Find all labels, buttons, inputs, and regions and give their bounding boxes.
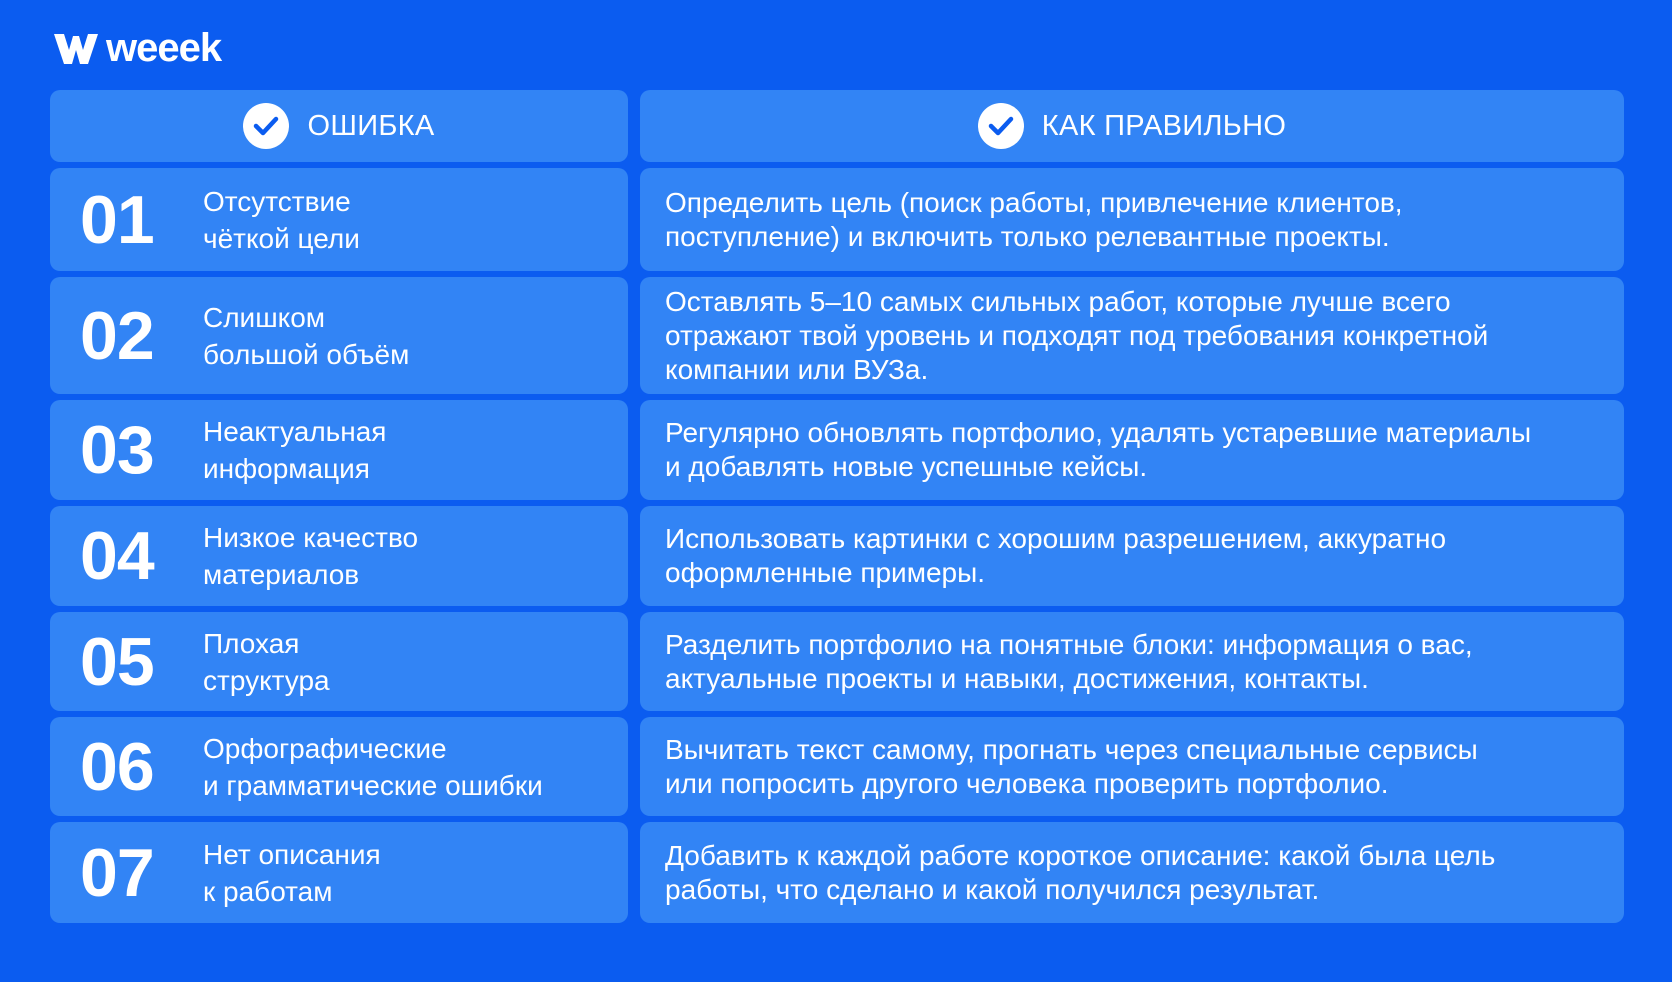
error-text: Неактуальная информация [203, 416, 387, 484]
fix-text: Оставлять 5–10 самых сильных работ, которые лучше всего отражают твой уровень и подходят под требования конкретной компании или ВУЗа. [665, 285, 1489, 385]
table-row [50, 506, 1624, 606]
fix-cell [640, 506, 1624, 606]
fix-text: Добавить к каждой работе короткое описание: какой была цель работы, что сделано и какой получился результат. [665, 839, 1496, 905]
error-text: Плохая структура [203, 627, 330, 696]
error-text: Низкое качество материалов [203, 522, 419, 590]
logo-text: weeek [106, 26, 222, 70]
header-correct-label: КАК ПРАВИЛЬНО [1041, 109, 1287, 142]
fix-cell [640, 168, 1624, 271]
fix-cell [640, 612, 1624, 711]
error-text: Отсутствие чёткой цели [203, 185, 360, 254]
error-text: Нет описания к работам [203, 838, 381, 907]
fix-cell [640, 717, 1624, 816]
error-cell [50, 168, 628, 271]
fix-cell [640, 277, 1624, 394]
comparison-table [50, 90, 1624, 923]
table-row [50, 612, 1624, 711]
error-text: Слишком большой объём [203, 301, 410, 370]
error-text: Орфографические и грамматические ошибки [203, 732, 543, 801]
fix-cell [640, 400, 1624, 500]
row-number: 02 [80, 297, 154, 374]
check-circle-icon [978, 103, 1024, 149]
row-number: 03 [80, 412, 154, 488]
header-error-cell [50, 90, 628, 162]
table-row [50, 822, 1624, 923]
row-number: 01 [80, 181, 154, 258]
brand-logo [52, 26, 221, 70]
fix-text: Разделить портфолио на понятные блоки: информация о вас, актуальные проекты и навыки, достижения, контакты. [665, 628, 1473, 694]
header-correct-cell [640, 90, 1624, 162]
fix-text: Регулярно обновлять портфолио, удалять устаревшие материалы и добавлять новые успешные кейсы. [665, 417, 1532, 482]
error-cell [50, 277, 628, 394]
row-number: 06 [80, 728, 154, 805]
error-cell [50, 717, 628, 816]
table-row [50, 400, 1624, 500]
table-header [50, 90, 1624, 162]
fix-text: Вычитать текст самому, прогнать через специальные сервисы или попросить другого человека проверить портфолио. [665, 733, 1478, 799]
table-row [50, 168, 1624, 271]
fix-text: Использовать картинки с хорошим разрешением, аккуратно оформленные примеры. [665, 523, 1447, 588]
row-number: 07 [80, 834, 154, 911]
check-circle-icon [243, 103, 289, 149]
row-number: 05 [80, 623, 154, 700]
header-error-label: ОШИБКА [307, 109, 435, 142]
row-number: 04 [80, 518, 154, 594]
table-row [50, 277, 1624, 394]
table-row [50, 717, 1624, 816]
fix-cell [640, 822, 1624, 923]
error-cell [50, 506, 628, 606]
weeek-logo-icon [52, 28, 100, 68]
fix-text: Определить цель (поиск работы, привлечение клиентов, поступление) и включить только релевантные проекты. [665, 186, 1403, 252]
error-cell [50, 612, 628, 711]
error-cell [50, 400, 628, 500]
error-cell [50, 822, 628, 923]
